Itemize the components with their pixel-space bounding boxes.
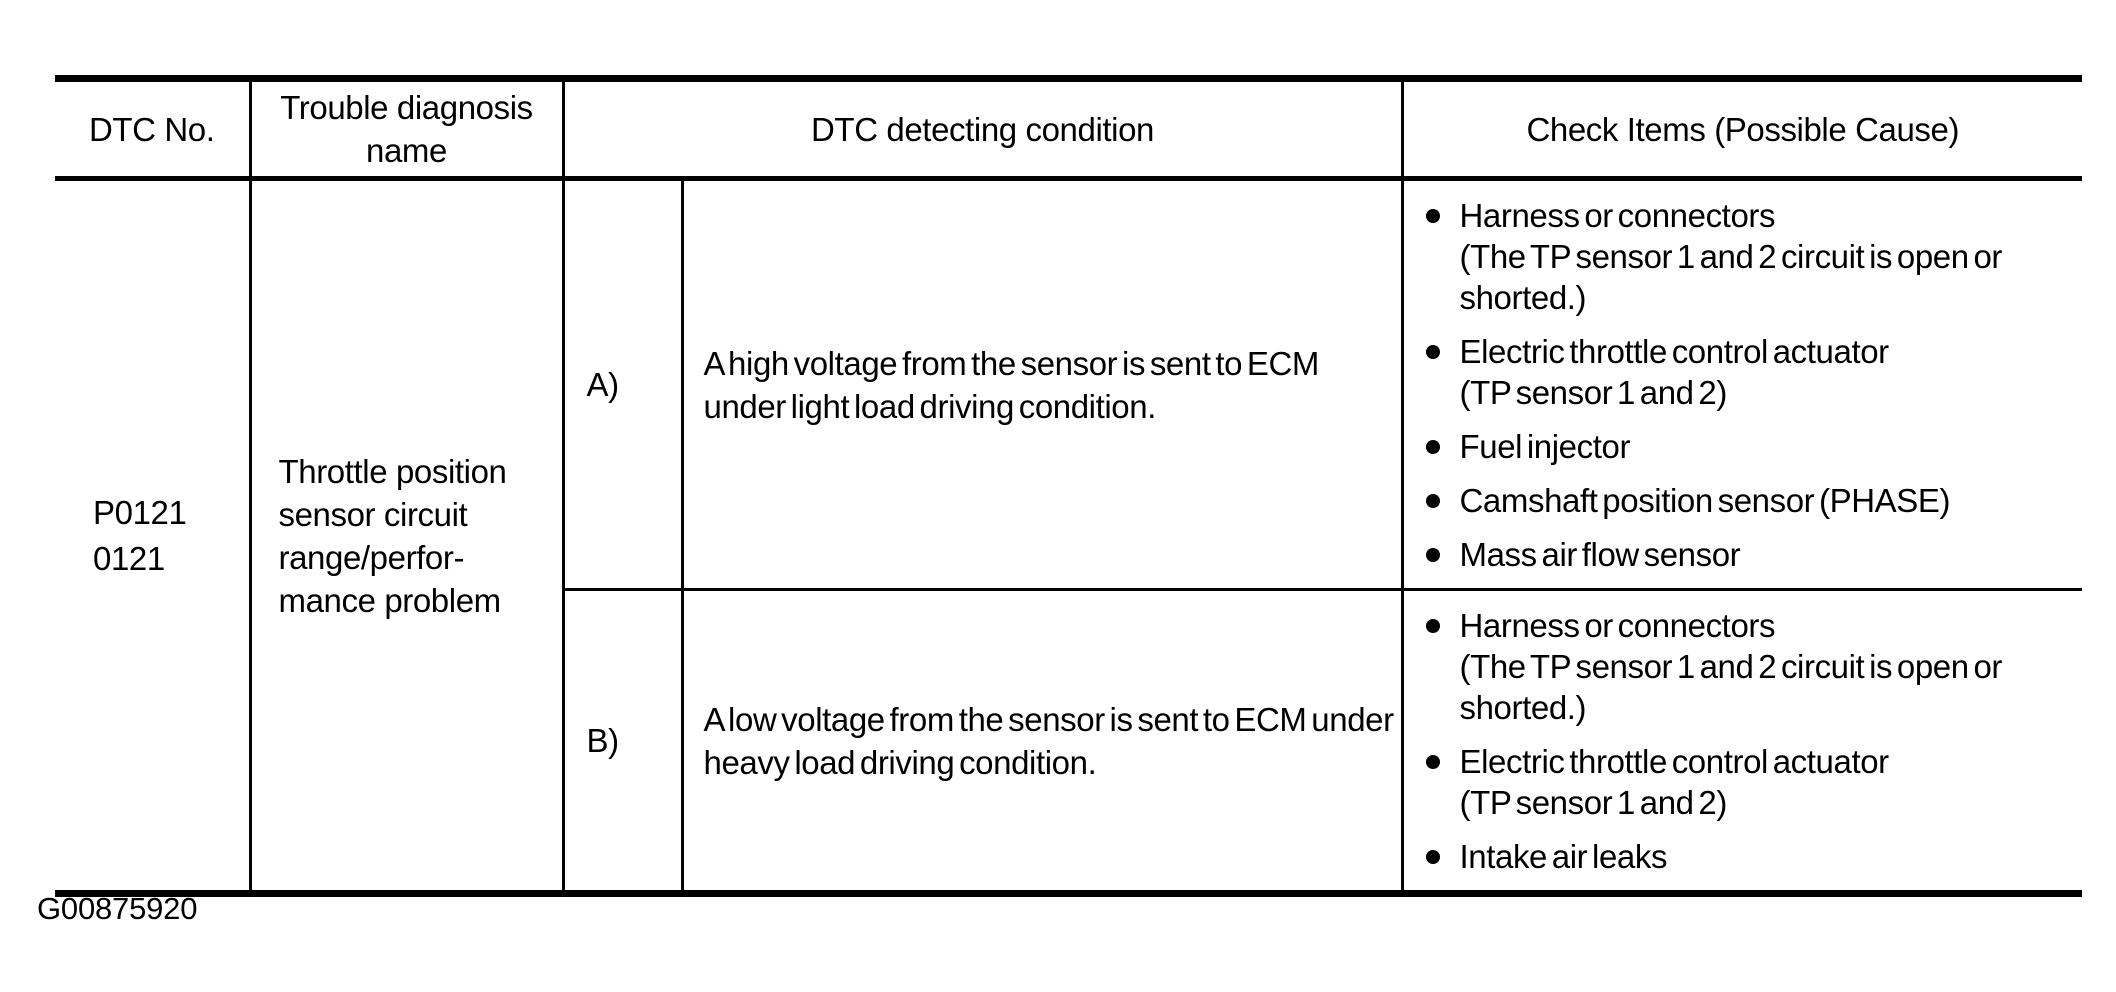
diagnosis-name-line: range/perfor-	[278, 538, 465, 576]
check-item-text: Mass air flow sensor	[1459, 536, 1741, 573]
column-header-trouble-diagnosis-name: Trouble diagnosis name	[250, 79, 563, 179]
column-header-dtc-no: DTC No.	[55, 79, 250, 179]
header-row	[55, 79, 2082, 179]
check-item-text: Camshaft position sensor (PHASE)	[1459, 482, 1951, 519]
check-item	[1426, 195, 2079, 318]
condition-b-text-cell: A low voltage from the sensor is sent to ECM under heavy load driving condition.	[682, 590, 1402, 894]
column-header-check-items: Check Items (Possible Cause)	[1402, 79, 2082, 179]
condition-a-text-cell: A high voltage from the sensor is sent to ECM under light load driving condition.	[682, 179, 1402, 590]
check-items-b-cell	[1402, 590, 2082, 894]
check-item	[1426, 534, 2079, 575]
dtc-code-obd: P0121	[93, 493, 187, 531]
check-item-text: Intake air leaks	[1459, 838, 1668, 875]
check-item-subtext: (TP sensor 1 and 2)	[1459, 374, 1727, 411]
diagnosis-name-line: mance problem	[278, 581, 501, 619]
column-header-dtc-detecting-condition: DTC detecting condition	[563, 79, 1402, 179]
check-items-a-cell	[1402, 179, 2082, 590]
bullet-icon	[1426, 345, 1440, 359]
dtc-code-cons: 0121	[93, 539, 165, 577]
check-item	[1426, 331, 2079, 413]
check-item-subtext: (The TP sensor 1 and 2 circuit is open or shorted.)	[1459, 238, 2003, 316]
check-item-text: Harness or connectors	[1459, 197, 1776, 234]
bullet-icon	[1426, 440, 1440, 454]
check-item	[1426, 741, 2079, 823]
dtc-no-cell	[55, 179, 250, 894]
check-item	[1426, 426, 2079, 467]
check-item	[1426, 605, 2079, 728]
dtc-table	[55, 75, 2082, 897]
diagnosis-name-line: Throttle position	[278, 452, 507, 490]
check-item-text: Fuel injector	[1459, 428, 1631, 465]
check-item-subtext: (TP sensor 1 and 2)	[1459, 784, 1727, 821]
bullet-icon	[1426, 209, 1440, 223]
bullet-icon	[1426, 850, 1440, 864]
diagnosis-name-cell	[250, 179, 563, 894]
bullet-icon	[1426, 494, 1440, 508]
diagnosis-name-line: sensor circuit	[278, 495, 468, 533]
check-item-text: Harness or connectors	[1459, 607, 1776, 644]
condition-row-a	[55, 179, 2082, 590]
bullet-icon	[1426, 548, 1440, 562]
bullet-icon	[1426, 619, 1440, 633]
check-item-text: Electric throttle control actuator	[1459, 743, 1889, 780]
check-item	[1426, 836, 2079, 877]
condition-b-label-cell: B)	[563, 590, 682, 894]
check-item-text: Electric throttle control actuator	[1459, 333, 1889, 370]
check-item-subtext: (The TP sensor 1 and 2 circuit is open or shorted.)	[1459, 648, 2003, 726]
condition-a-label-cell: A)	[563, 179, 682, 590]
check-item	[1426, 480, 2079, 521]
figure-code: G00875920	[37, 891, 198, 926]
bullet-icon	[1426, 755, 1440, 769]
